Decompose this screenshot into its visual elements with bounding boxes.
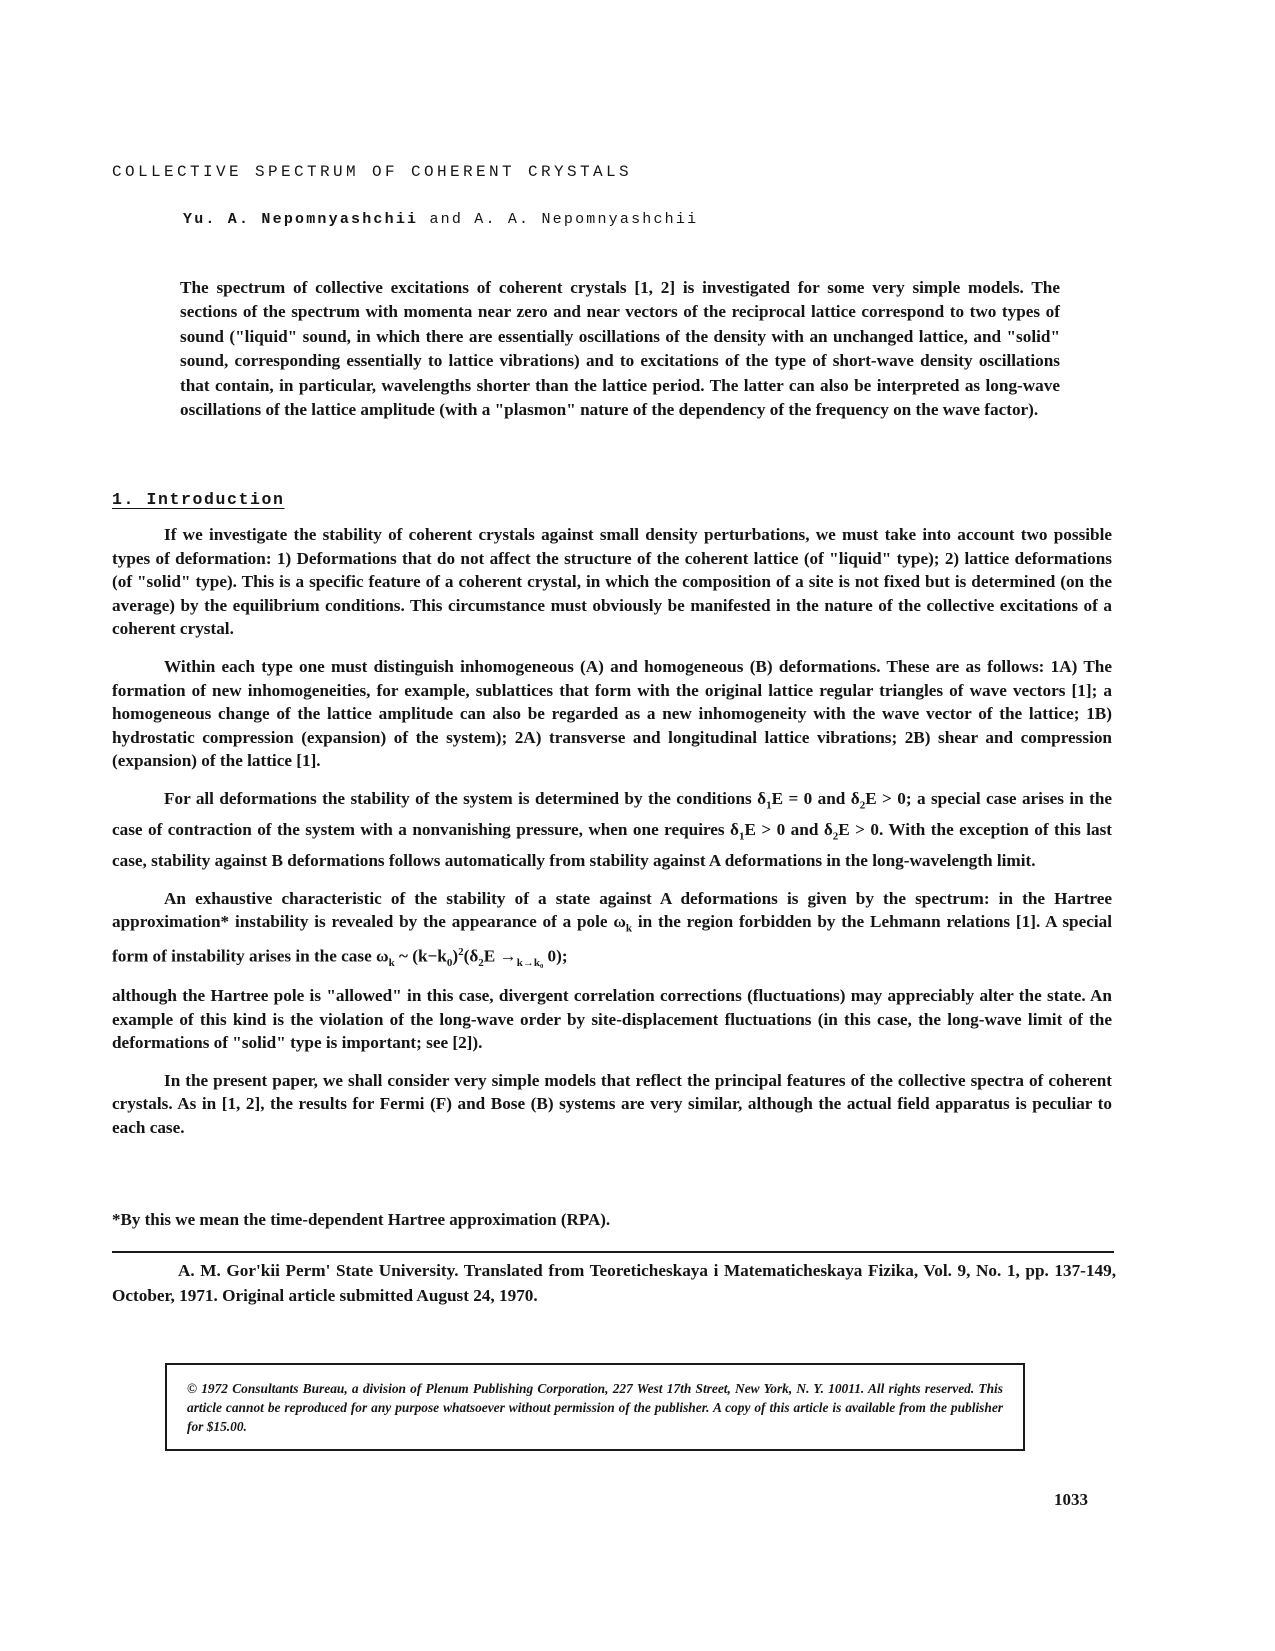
- author-2: A. A. Nepomnyashchii: [474, 211, 699, 228]
- subscript-2c: 2: [478, 957, 484, 970]
- subscript-k: k: [625, 922, 633, 935]
- p3-text-b: E = 0 and δ: [771, 788, 860, 808]
- page-number: 1033: [1054, 1490, 1088, 1509]
- p4-text-f: E: [483, 946, 496, 966]
- p4-text-c: ~ (k−k: [394, 946, 447, 966]
- author-1: Yu. A. Nepomnyashchii: [183, 211, 419, 228]
- subscript-1: 1: [766, 799, 772, 812]
- subscript-2: 2: [859, 799, 866, 812]
- footnote: *By this we mean the time-dependent Hartree approximation (RPA).: [112, 1210, 611, 1229]
- abstract: The spectrum of collective excitations of coherent crystals [1, 2] is investigated for some very simple models. The sections of the spectrum with momenta near zero and near vectors of the reciprocal lattice correspond to two types of sound ("liquid" sound, in which there are essentially oscillations of the density with an unchanged lattice, and "solid" sound, corresponding essentially to lattice vibrations) and to excitations of the type of short-wave density oscillations that contain, in particular, wavelengths shorter than the lattice period. The latter can also be interpreted as long-wave oscillations of the lattice amplitude (with a "plasmon" nature of the dependency of the frequency on the wave factor).: [180, 278, 1060, 420]
- paper-title: COLLECTIVE SPECTRUM OF COHERENT CRYSTALS: [112, 163, 633, 181]
- p4-text-b: in the region forbidden by the Lehmann relations [1]. A special form of instability arises in the case ω: [112, 912, 1113, 966]
- authors-line: [183, 211, 698, 228]
- copyright-box: © 1972 Consultants Bureau, a division of Plenum Publishing Corporation, 227 West 17th Street, New York, N. Y. 10011. All rights reserved. This article cannot be reproduced for any purpose whatsoever without permission of the publisher. A copy of this article is available from the publisher for $15.00.: [165, 1363, 1025, 1451]
- subscript-2b: 2: [832, 830, 839, 843]
- p3-text-c: E > 0; a special case arises in the case of contraction of the system with a nonvanishing pressure, when one requires δ: [112, 788, 1113, 839]
- p4-text-g: 0);: [543, 946, 568, 966]
- subscript-1b: 1: [738, 830, 745, 843]
- p4-text-d: ): [452, 946, 459, 966]
- subscript-k-b: k: [388, 957, 395, 970]
- p4-text-e: (δ: [463, 946, 479, 966]
- author-conjunction: and: [429, 211, 464, 228]
- paragraph-2: Within each type one must distinguish inhomogeneous (A) and homogeneous (B) deformations. These are as follows: 1A) The formation of new inhomogeneities, for example, sublattices that form with the original lattice regular triangles of wave vectors [1]; a homogeneous change of the lattice amplitude can also be regarded as a new inhomogeneity with the wave vector of the lattice; 1B) hydrostatic compression (expansion) of the system); 2A) transverse and longitudinal lattice vibrations; 2B) shear and compression (expansion) of the lattice [1].: [112, 656, 1112, 771]
- footnote-divider: [112, 1251, 1114, 1253]
- p3-text-d: E > 0 and δ: [744, 819, 833, 839]
- limit-arrow: →: [499, 946, 517, 966]
- paragraph-1: If we investigate the stability of coherent crystals against small density perturbations, we must take into account two possible types of deformation: 1) Deformations that do not affect the structure of the coherent lattice (of "liquid" type); 2) lattice deformations (of "solid" type). This is a specific feature of a coherent crystal, in which the composition of a site is not fixed but is determined (on the average) by the equilibrium conditions. This circumstance must obviously be manifested in the nature of the collective excitations of a coherent crystal.: [112, 525, 1112, 639]
- p3-text-a: For all deformations the stability of the system is determined by the conditions δ: [164, 788, 767, 808]
- paragraph-3: [112, 787, 1112, 873]
- limit-subscript: k→k₀: [516, 957, 544, 970]
- p4-text-a: An exhaustive characteristic of the stability of a state against A deformations is given by the spectrum: in the Hartree approximation* instability is revealed by the appearance of a pole ω: [112, 888, 1112, 932]
- subscript-0: 0: [446, 957, 453, 970]
- section-heading-introduction: 1. Introduction: [112, 490, 285, 509]
- paragraph-4: [112, 887, 1112, 976]
- affiliation-note: A. M. Gor'kii Perm' State University. Translated from Teoreticheskaya i Matematicheskaya Fizika, Vol. 9, No. 1, pp. 137-149, October, 1971. Original article submitted August 24, 1970.: [112, 1261, 1116, 1305]
- paragraph-5: although the Hartree pole is "allowed" in this case, divergent correlation corrections (fluctuations) may appreciably alter the state. An example of this kind is the violation of the long-wave order by site-displacement fluctuations (in this case, the long-wave limit of the deformations of "solid" type is important; see [2]).: [112, 985, 1112, 1053]
- introduction-body: [112, 523, 1112, 1154]
- p3-text-e: E > 0. With the exception of this last case, stability against B deformations follows automatically from stability against A deformations in the long-wavelength limit.: [112, 819, 1113, 870]
- superscript-2: 2: [458, 946, 464, 959]
- paragraph-6: In the present paper, we shall consider very simple models that reflect the principal features of the collective spectra of coherent crystals. As in [1, 2], the results for Fermi (F) and Bose (B) systems are very similar, although the actual field apparatus is peculiar to each case.: [112, 1070, 1112, 1137]
